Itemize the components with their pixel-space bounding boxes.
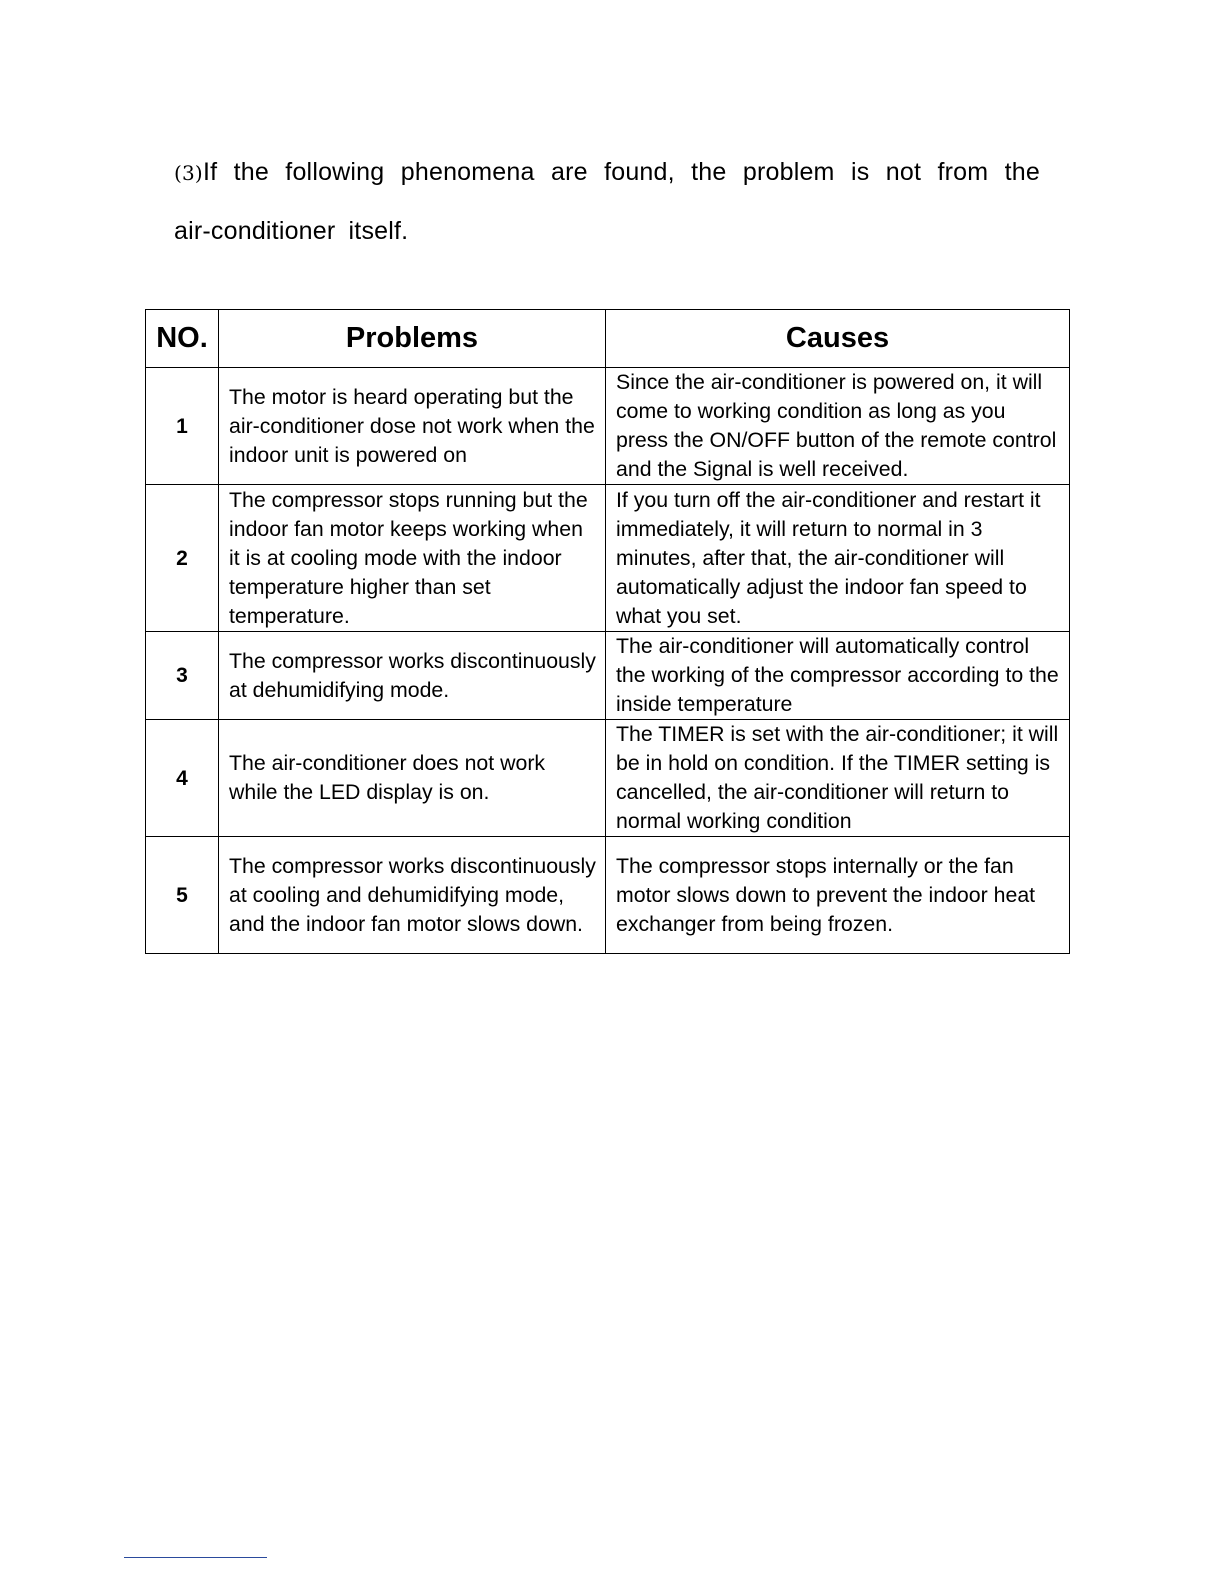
row-problem: The compressor stops running but the indoor fan motor keeps working when it is at cooling mode with the indoor temperature higher than set temperature. (219, 485, 606, 632)
table-header-row (146, 310, 1070, 368)
table-row (146, 485, 1070, 632)
row-problem: The compressor works discontinuously at dehumidifying mode. (219, 632, 606, 720)
row-number: 4 (146, 720, 219, 837)
table-row (146, 368, 1070, 485)
row-cause: If you turn off the air-conditioner and restart it immediately, it will return to normal in 3 minutes, after that, the air-conditioner will automatically adjust the indoor fan speed to what you set. (606, 485, 1070, 632)
table-row (146, 837, 1070, 954)
row-number: 1 (146, 368, 219, 485)
footnote-divider (124, 1557, 267, 1558)
row-problem: The motor is heard operating but the air-conditioner dose not work when the indoor unit is powered on (219, 368, 606, 485)
intro-text: If the following phenomena are found, the problem is not from the air-conditioner itself. (174, 158, 1040, 245)
row-cause: Since the air-conditioner is powered on, it will come to working condition as long as you press the ON/OFF button of the remote control and the Signal is well received. (606, 368, 1070, 485)
header-no: NO. (146, 310, 219, 368)
row-number: 3 (146, 632, 219, 720)
troubleshooting-table (145, 309, 1070, 954)
table-row (146, 720, 1070, 837)
row-number: 2 (146, 485, 219, 632)
row-problem: The air-conditioner does not work while the LED display is on. (219, 720, 606, 837)
row-number: 5 (146, 837, 219, 954)
header-problems: Problems (219, 310, 606, 368)
row-cause: The compressor stops internally or the fan motor slows down to prevent the indoor heat exchanger from being frozen. (606, 837, 1070, 954)
row-cause: The air-conditioner will automatically control the working of the compressor according to the inside temperature (606, 632, 1070, 720)
row-cause: The TIMER is set with the air-conditioner; it will be in hold on condition. If the TIMER setting is cancelled, the air-conditioner will return to normal working condition (606, 720, 1070, 837)
intro-number: (3) (174, 161, 203, 185)
header-causes: Causes (606, 310, 1070, 368)
intro-paragraph (174, 143, 1040, 260)
row-problem: The compressor works discontinuously at cooling and dehumidifying mode, and the indoor fan motor slows down. (219, 837, 606, 954)
table-row (146, 632, 1070, 720)
